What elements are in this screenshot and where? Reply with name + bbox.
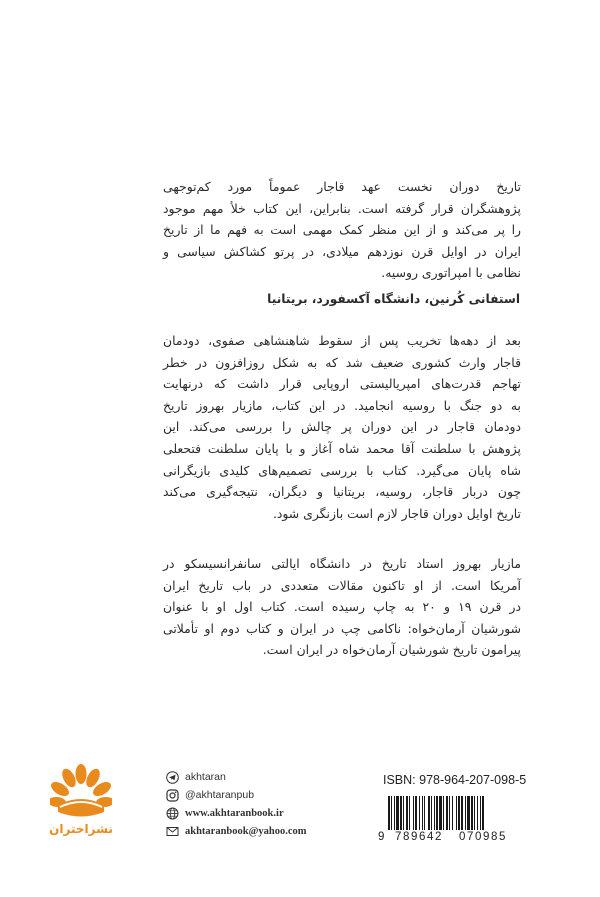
barcode-bar <box>452 796 453 830</box>
barcode-digits-left: 789642 <box>395 831 443 843</box>
barcode-bar <box>482 796 484 830</box>
barcode-bar <box>446 796 448 830</box>
bio-line: مازیار بهروز استاد تاریخ در دانشگاه ایالتی سانفرانسیسکو در <box>163 556 521 571</box>
barcode-bar <box>477 796 478 830</box>
globe-icon <box>166 807 179 820</box>
telegram-handle: akhtaran <box>185 771 226 783</box>
email-address: akhtaranbook@yahoo.com <box>185 825 307 837</box>
barcode-bar <box>413 796 414 830</box>
email-contact[interactable] <box>166 822 307 840</box>
envelope-icon <box>166 825 179 838</box>
barcode-bar <box>434 796 435 830</box>
isbn-label: ISBN: 978-964-207-098-5 <box>383 773 527 787</box>
barcode-bar <box>396 796 399 830</box>
publisher-logo <box>50 763 112 821</box>
quote-line: تاریخ دوران نخست عهد قاجار عموماً مورد کم‌توجهی <box>163 179 521 194</box>
barcode-bar <box>391 796 392 830</box>
telegram-icon <box>166 771 179 784</box>
quote-line: پژوهشگران قرار گرفته است. بنابراین، این کتاب خلأ مهم موجود <box>163 200 521 216</box>
barcode-bar <box>474 796 475 830</box>
barcode-bar <box>428 796 430 830</box>
summary-line: شاه پایان می‌گیرد. کتاب با بررسی تصمیم‌های کلیدی بازیگرانی <box>163 462 521 478</box>
summary-paragraph <box>163 330 521 524</box>
instagram-icon <box>166 789 179 802</box>
website-contact[interactable] <box>166 804 284 822</box>
bio-line: در قرن ۱۹ و ۲۰ به چاپ رسیده است. کتاب اول او با عنوان <box>163 599 521 615</box>
barcode-digits-right: 070985 <box>459 831 507 843</box>
author-bio-paragraph <box>163 553 521 661</box>
summary-line: بعد از دهه‌ها تخریب پس از سقوط شاهنشاهی صفوی، دودمان <box>163 333 521 348</box>
summary-line: چون دربار قاجار، روسیه، بریتانیا و دیگران، نتیجه‌گیری می‌کند <box>163 484 521 500</box>
barcode-bar <box>403 796 404 830</box>
barcode-bar <box>439 796 442 830</box>
barcode-bar <box>467 796 470 830</box>
barcode-bar <box>461 796 463 830</box>
summary-line: قاجار وارث کشوری ضعیف شد که به شکل روزافزون در خطر <box>163 354 521 370</box>
barcode-digit-lead: 9 <box>378 831 385 843</box>
bio-line: آمریکا است. از او تاکنون مقالات متعددی در باب تاریخ ایران <box>163 577 521 593</box>
barcode-bar <box>400 796 402 830</box>
quote-line: نظامی با امپراتوری روسیه. <box>381 265 521 281</box>
barcode-bar <box>424 796 425 830</box>
quote-line: را پر می‌کند و از این منظر کمک مهمی است به فهم ما از تاریخ <box>163 222 521 238</box>
barcode-bar <box>388 796 390 830</box>
barcode <box>386 796 520 830</box>
barcode-bar <box>458 796 460 830</box>
barcode-bar <box>456 796 457 830</box>
summary-line: تهاجم قدرت‌های امپریالیستی اروپایی قرار داشت که درنهایت <box>163 376 521 392</box>
summary-line: پژوهش با سلطنت آقا محمد شاه آغاز و با پایان سلطنت فتحعلی <box>163 440 521 456</box>
barcode-bar <box>409 796 410 830</box>
barcode-bar <box>431 796 432 830</box>
summary-line: دودمان قاجار در این دوران پر چالش را بررسی می‌کند. این <box>163 419 521 435</box>
barcode-bar <box>422 796 423 830</box>
barcode-bar <box>471 796 473 830</box>
quote-line: ایران در اوایل قرن نوزدهم میلادی، در پرتو کشاکش سیاسی و <box>163 243 521 259</box>
instagram-contact[interactable] <box>166 786 254 804</box>
instagram-handle: @akhtaranpub <box>185 789 255 801</box>
publisher-name: نشراختران <box>49 822 113 836</box>
quote-attribution: استفانی کُرنین، دانشگاه آکسفورد، بریتانیا <box>267 292 520 306</box>
barcode-bar <box>480 796 481 830</box>
barcode-bar <box>415 796 417 830</box>
quote-paragraph <box>163 176 521 284</box>
barcode-bar <box>443 796 444 830</box>
barcode-bar <box>465 796 466 830</box>
barcode-bar <box>394 796 395 830</box>
telegram-contact[interactable] <box>166 768 226 786</box>
bio-line: پیرامون تاریخ شورشیان آرمان‌خواه در ایران است. <box>262 642 521 658</box>
barcode-bar <box>419 796 420 830</box>
bio-line: شورشیان آرمان‌خواه: ناکامی چپ در ایران و کتاب دوم او تأملاتی <box>163 620 521 636</box>
barcode-bar <box>406 796 408 830</box>
summary-line: به دو جنگ با روسیه انجامید. در این کتاب، مازیار بهروز تاریخ <box>163 397 521 413</box>
summary-line: تاریخ اوایل دوران قاجار لازم است بازنگری شود. <box>272 505 521 521</box>
website-url: www.akhtaranbook.ir <box>185 807 284 819</box>
barcode-bar <box>449 796 450 830</box>
barcode-bar <box>436 796 438 830</box>
